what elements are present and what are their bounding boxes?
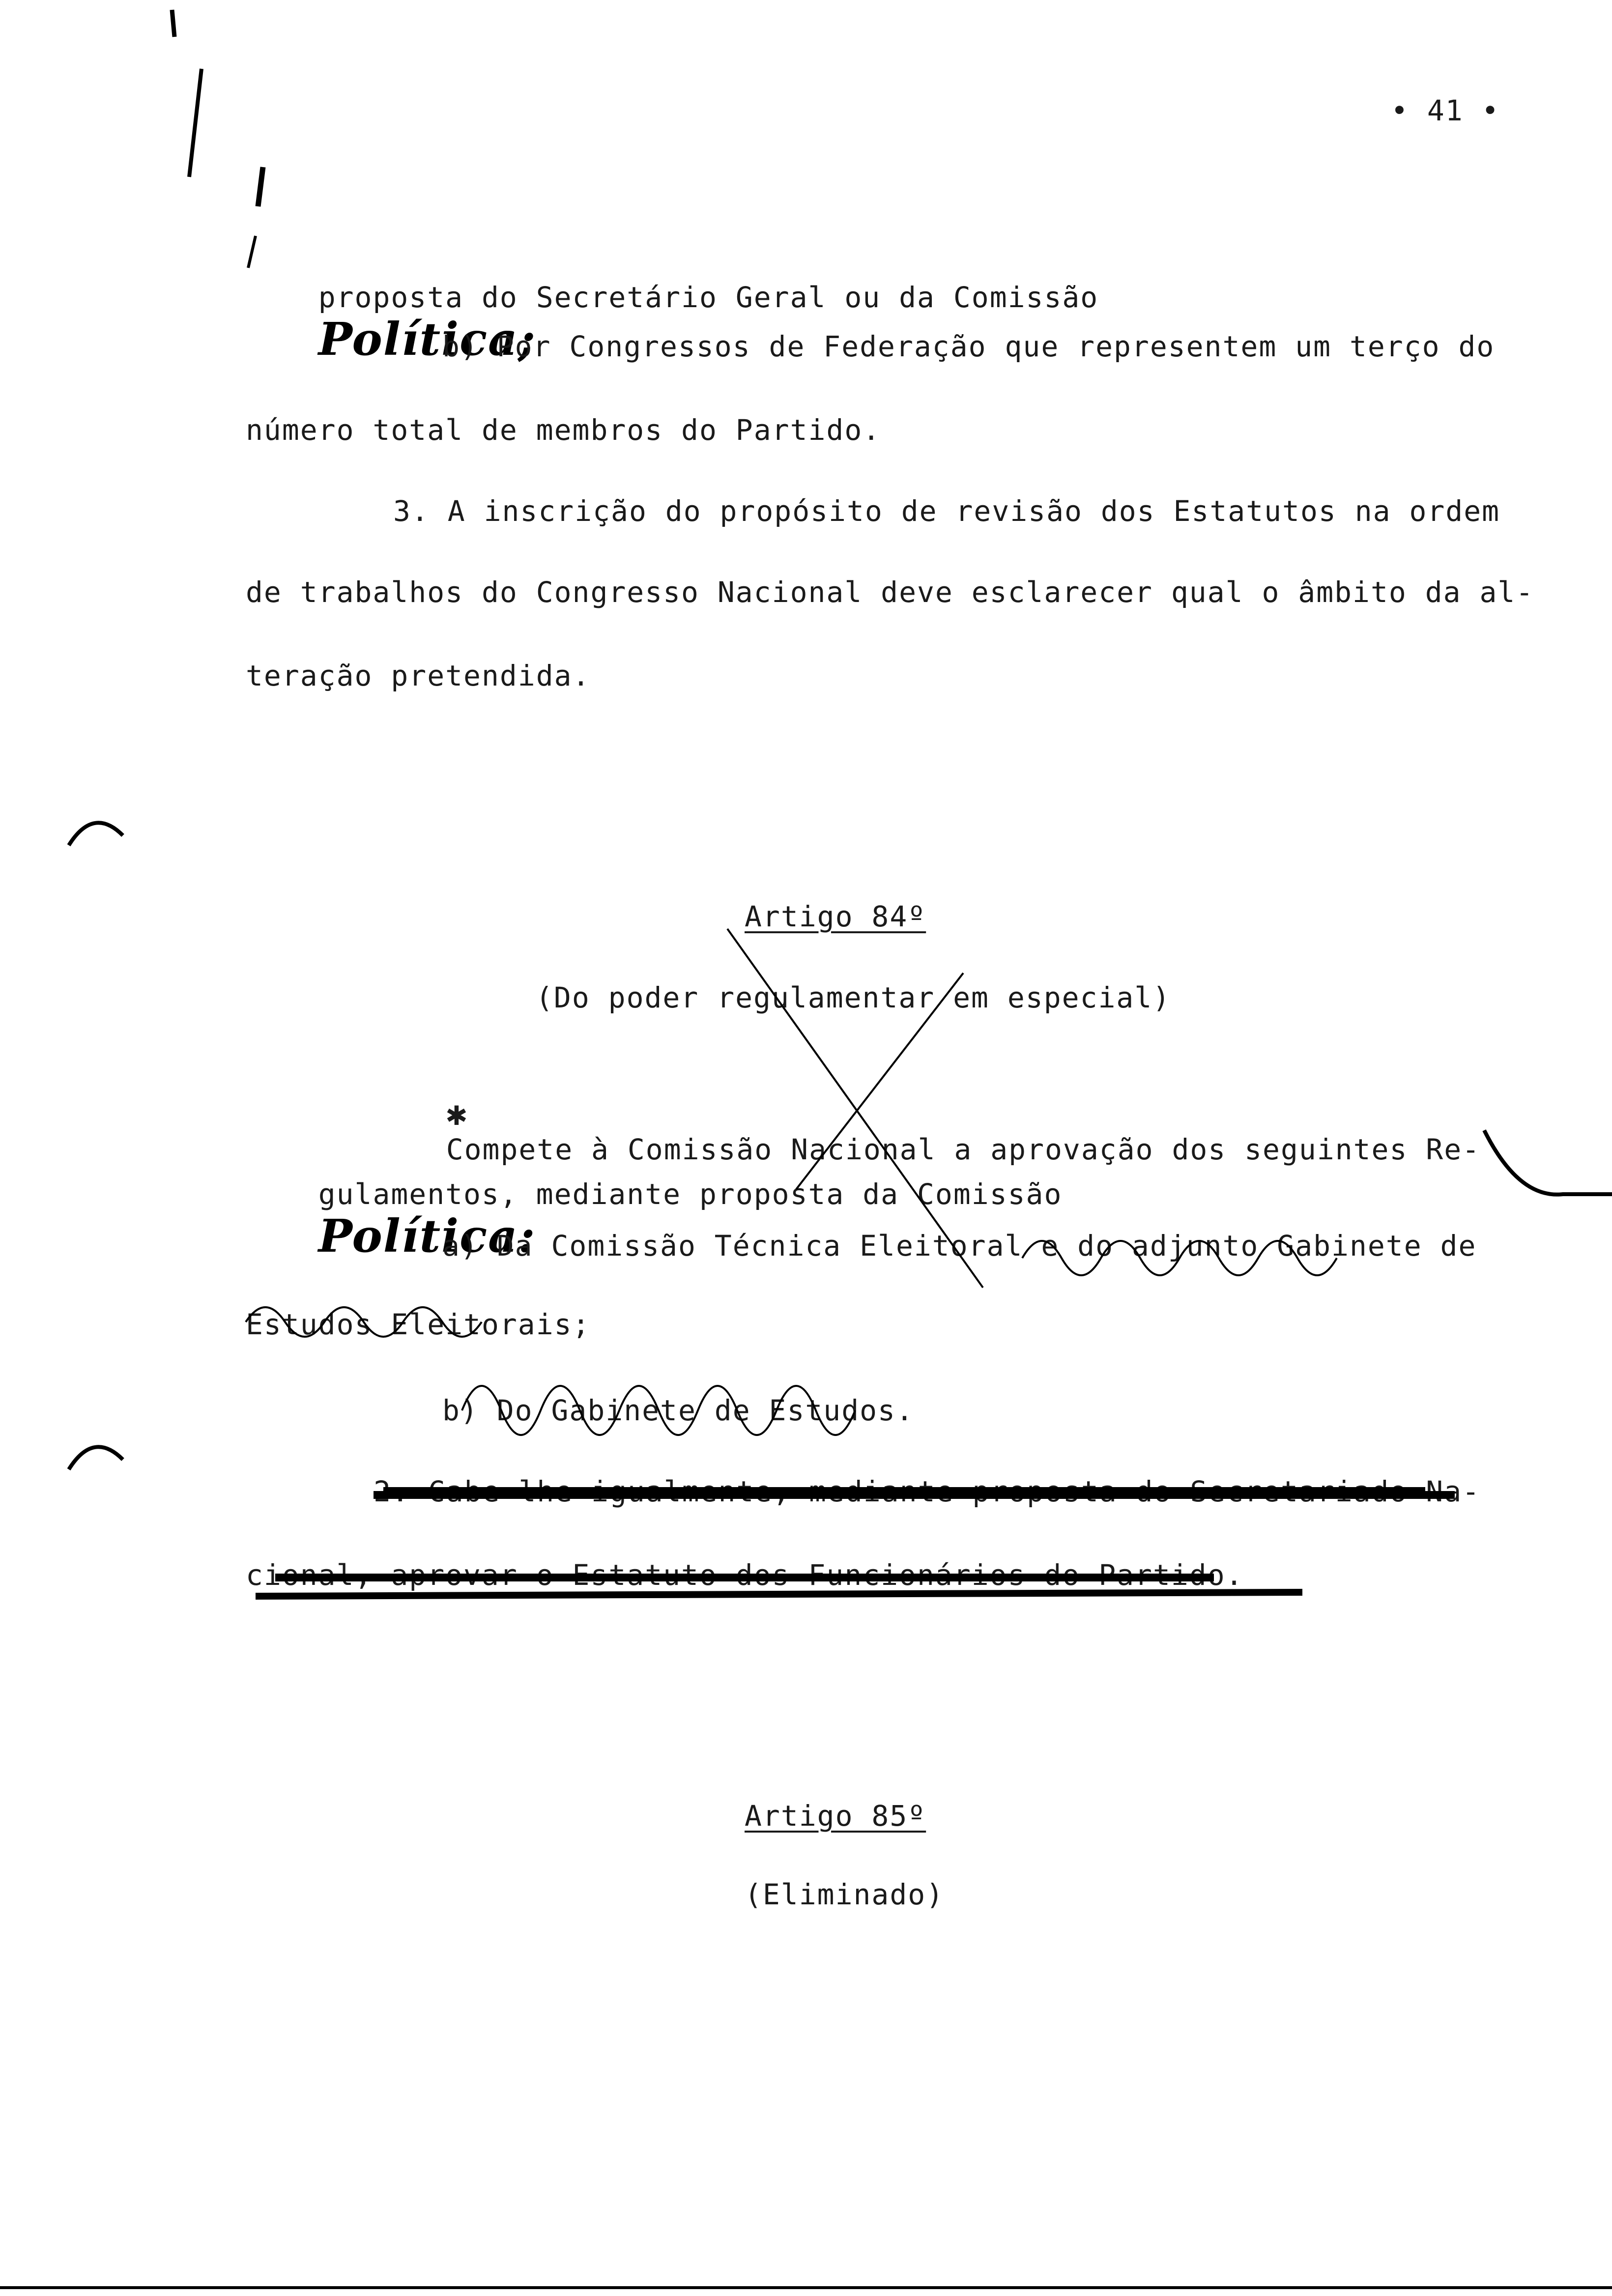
handwritten-politica-2: Política: [318,1209,536,1263]
margin-tick [189,69,202,177]
strikethrough [256,1592,1302,1596]
item-3-line-1: 3. A inscrição do propósito de revisão dos Estatutos na ordem [393,494,1500,528]
item-3-line-3: teração pretendida. [246,659,591,692]
text-compete: Compete à Comissão Nacional a aprovação dos seguintes Re- [446,1133,1481,1166]
margin-arc [69,1447,123,1469]
handwritten-politica-1: Política; [318,313,536,366]
text-proposta: proposta do Secretário Geral ou da Comissão [318,281,1099,314]
article-84-para-2-line-1: 2. Cabe-lhe igualmente, mediante proposta do Secretariado Na- [374,1475,1481,1508]
article-84-title: Artigo 84º [745,900,926,933]
margin-tick [258,167,263,206]
margin-arc [69,823,123,845]
text-mediante: gulamentos, mediante proposta da Comissão [318,1177,1063,1211]
article-84-subtitle: (Do poder regulamentar em especial) [536,981,1171,1014]
item-3-line-2: de trabalhos do Congresso Nacional deve esclarecer qual o âmbito da al- [246,575,1534,609]
handwritten-mark-icon: ✱ [446,1093,468,1133]
page-number: • 41 • [1391,94,1500,127]
item-b-line-1: b) Por Congressos de Federação que representem um terço do [442,330,1495,363]
article-84-item-a-line-1: a) Da Comissão Técnica Eleitoral e do adjunto Gabinete de [442,1229,1477,1263]
margin-bracket [1484,1130,1612,1195]
article-85-note: (Eliminado) [745,1878,945,1911]
article-84-item-a-line-2: Estudos Eleitorais; [246,1308,591,1341]
margin-tick [172,10,174,37]
article-84-para-1-line-2 [246,1143,1062,1295]
item-b-line-2: número total de membros do Partido. [246,413,881,447]
article-85-title: Artigo 85º [745,1799,926,1833]
article-84-item-b: b) Do Gabinete de Estudos. [442,1394,914,1427]
paragraph-proposta [246,246,1098,398]
article-84-para-2-line-2: cional, aprovar o Estatuto dos Funcionários do Partido. [246,1558,1244,1592]
page-number-value: 41 [1427,94,1464,127]
